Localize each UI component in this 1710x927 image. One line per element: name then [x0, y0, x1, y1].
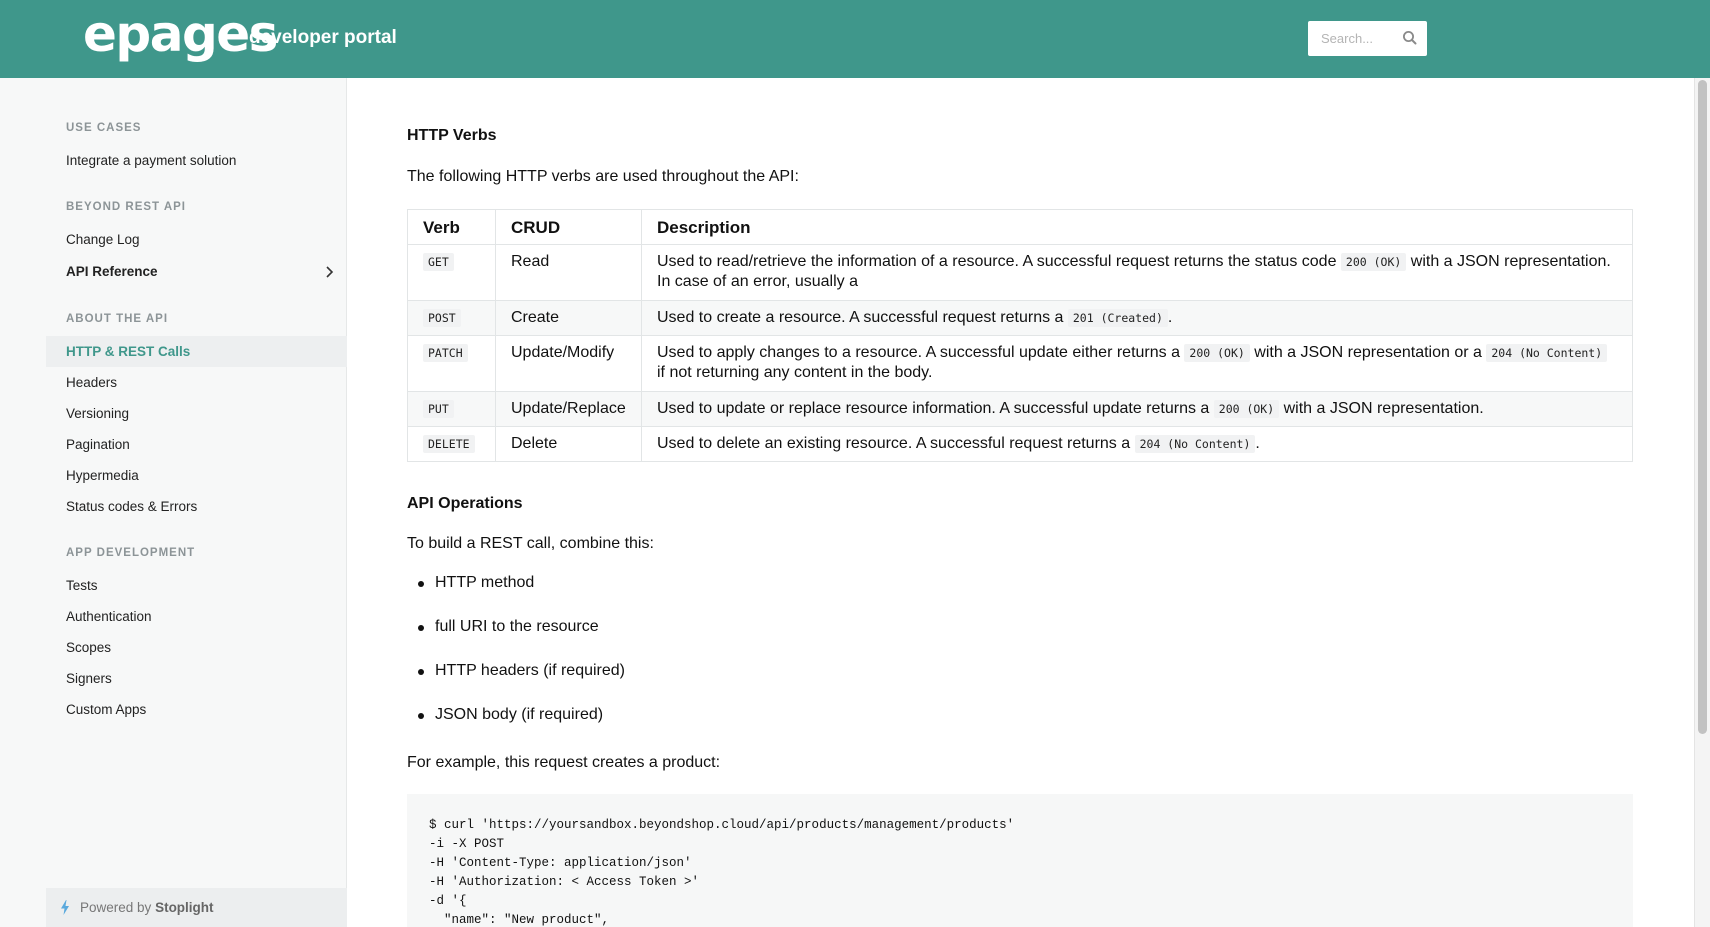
status-code: 200 (OK): [1341, 253, 1406, 271]
sidebar: [0, 78, 347, 927]
code-line: $ curl 'https://yoursandbox.beyondshop.cloud/api/products/management/products': [429, 818, 1015, 832]
sidebar-item-tests[interactable]: Tests: [66, 578, 98, 593]
table-row: [408, 245, 1633, 301]
http-verbs-intro: The following HTTP verbs are used throughout the API:: [407, 168, 799, 185]
nav-heading-about-the-api: ABOUT THE API: [66, 313, 169, 325]
table-header-description: Description: [642, 210, 1633, 245]
verb-cell: [408, 301, 496, 336]
code-example-block[interactable]: [407, 794, 1633, 927]
verb-cell: [408, 336, 496, 392]
sidebar-item-authentication[interactable]: Authentication: [66, 609, 152, 624]
crud-cell: Read: [496, 245, 642, 301]
table-header-row: [408, 210, 1633, 245]
verb-cell: [408, 245, 496, 301]
nav-heading-app-development: APP DEVELOPMENT: [66, 547, 196, 559]
sidebar-item-http-rest-calls[interactable]: HTTP & REST Calls: [46, 336, 347, 367]
page-scrollbar[interactable]: [1694, 78, 1710, 927]
sidebar-item-integrate-payment[interactable]: Integrate a payment solution: [66, 153, 237, 168]
verb-code: DELETE: [423, 435, 475, 453]
sidebar-item-scopes[interactable]: Scopes: [66, 640, 112, 655]
verb-code: GET: [423, 253, 454, 271]
sidebar-item-headers[interactable]: Headers: [66, 375, 118, 390]
sidebar-item-api-reference[interactable]: [46, 256, 347, 287]
code-line: -d '{: [429, 894, 467, 908]
status-code: 204 (No Content): [1486, 344, 1607, 362]
api-operations-intro: To build a REST call, combine this:: [407, 535, 654, 552]
description-cell: Used to update or replace resource information. A successful update returns a 200 (OK) with a JSON representation.: [642, 392, 1633, 427]
search-input[interactable]: [1308, 21, 1398, 56]
table-row: [408, 301, 1633, 336]
verb-cell: [408, 392, 496, 427]
table-row: [408, 392, 1633, 427]
code-line: -i -X POST: [429, 837, 505, 851]
api-operations-heading: API Operations: [407, 495, 523, 512]
code-line: "name": "New product",: [429, 913, 610, 927]
sidebar-item-pagination[interactable]: Pagination: [66, 437, 130, 452]
operations-list: [407, 572, 625, 748]
http-verbs-table: [407, 209, 1633, 462]
table-header-verb: Verb: [408, 210, 496, 245]
crud-cell: Update/Replace: [496, 392, 642, 427]
status-code: 204 (No Content): [1135, 435, 1256, 453]
powered-prefix: Powered by: [80, 900, 152, 915]
status-code: 201 (Created): [1068, 309, 1168, 327]
sidebar-item-hypermedia[interactable]: Hypermedia: [66, 468, 139, 483]
powered-by-stoplight[interactable]: [46, 888, 347, 927]
verb-code: POST: [423, 309, 461, 327]
table-header-crud: CRUD: [496, 210, 642, 245]
sidebar-item-label: API Reference: [66, 264, 158, 279]
sidebar-item-custom-apps[interactable]: Custom Apps: [66, 702, 147, 717]
top-header: [0, 0, 1710, 78]
lightning-bolt-icon: [60, 900, 70, 915]
code-line: -H 'Content-Type: application/json': [429, 856, 692, 870]
chevron-right-icon: [323, 265, 335, 279]
sidebar-item-versioning[interactable]: Versioning: [66, 406, 130, 421]
http-verbs-heading: HTTP Verbs: [407, 127, 497, 144]
crud-cell: Update/Modify: [496, 336, 642, 392]
list-item: HTTP method: [407, 572, 625, 616]
code-line: -H 'Authorization: < Access Token >': [429, 875, 700, 889]
crud-cell: Create: [496, 301, 642, 336]
list-item: full URI to the resource: [407, 616, 625, 660]
search-box: [1308, 21, 1427, 56]
nav-heading-beyond-rest-api: BEYOND REST API: [66, 201, 187, 213]
nav-heading-use-cases: USE CASES: [66, 122, 142, 134]
status-code: 200 (OK): [1214, 400, 1279, 418]
sidebar-item-signers[interactable]: Signers: [66, 671, 112, 686]
list-item: HTTP headers (if required): [407, 660, 625, 704]
logo-subtitle[interactable]: developer portal: [249, 27, 397, 48]
list-item: JSON body (if required): [407, 704, 625, 748]
powered-brand: Stoplight: [155, 900, 214, 915]
example-intro: For example, this request creates a product:: [407, 754, 721, 771]
main-content: [347, 78, 1694, 927]
scrollbar-thumb[interactable]: [1698, 80, 1707, 734]
verb-code: PATCH: [423, 344, 468, 362]
table-row: [408, 336, 1633, 392]
verb-code: PUT: [423, 400, 454, 418]
table-row: [408, 427, 1633, 462]
status-code: 200 (OK): [1184, 344, 1249, 362]
crud-cell: Delete: [496, 427, 642, 462]
search-icon[interactable]: [1401, 29, 1419, 47]
description-cell: Used to delete an existing resource. A successful request returns a 204 (No Content) .: [642, 427, 1633, 462]
verb-cell: [408, 427, 496, 462]
epages-logo[interactable]: epages: [83, 5, 277, 63]
description-cell: Used to apply changes to a resource. A successful update either returns a 200 (OK) with a JSON representation or a 204 (No Content) if not returning any content in the body.: [642, 336, 1633, 392]
description-cell: Used to read/retrieve the information of a resource. A successful request returns the status code 200 (OK) with a JSON representation. In case of an error, usually a: [642, 245, 1633, 301]
description-cell: Used to create a resource. A successful request returns a 201 (Created) .: [642, 301, 1633, 336]
sidebar-item-status-codes[interactable]: Status codes & Errors: [66, 499, 198, 514]
sidebar-item-change-log[interactable]: Change Log: [66, 232, 140, 247]
